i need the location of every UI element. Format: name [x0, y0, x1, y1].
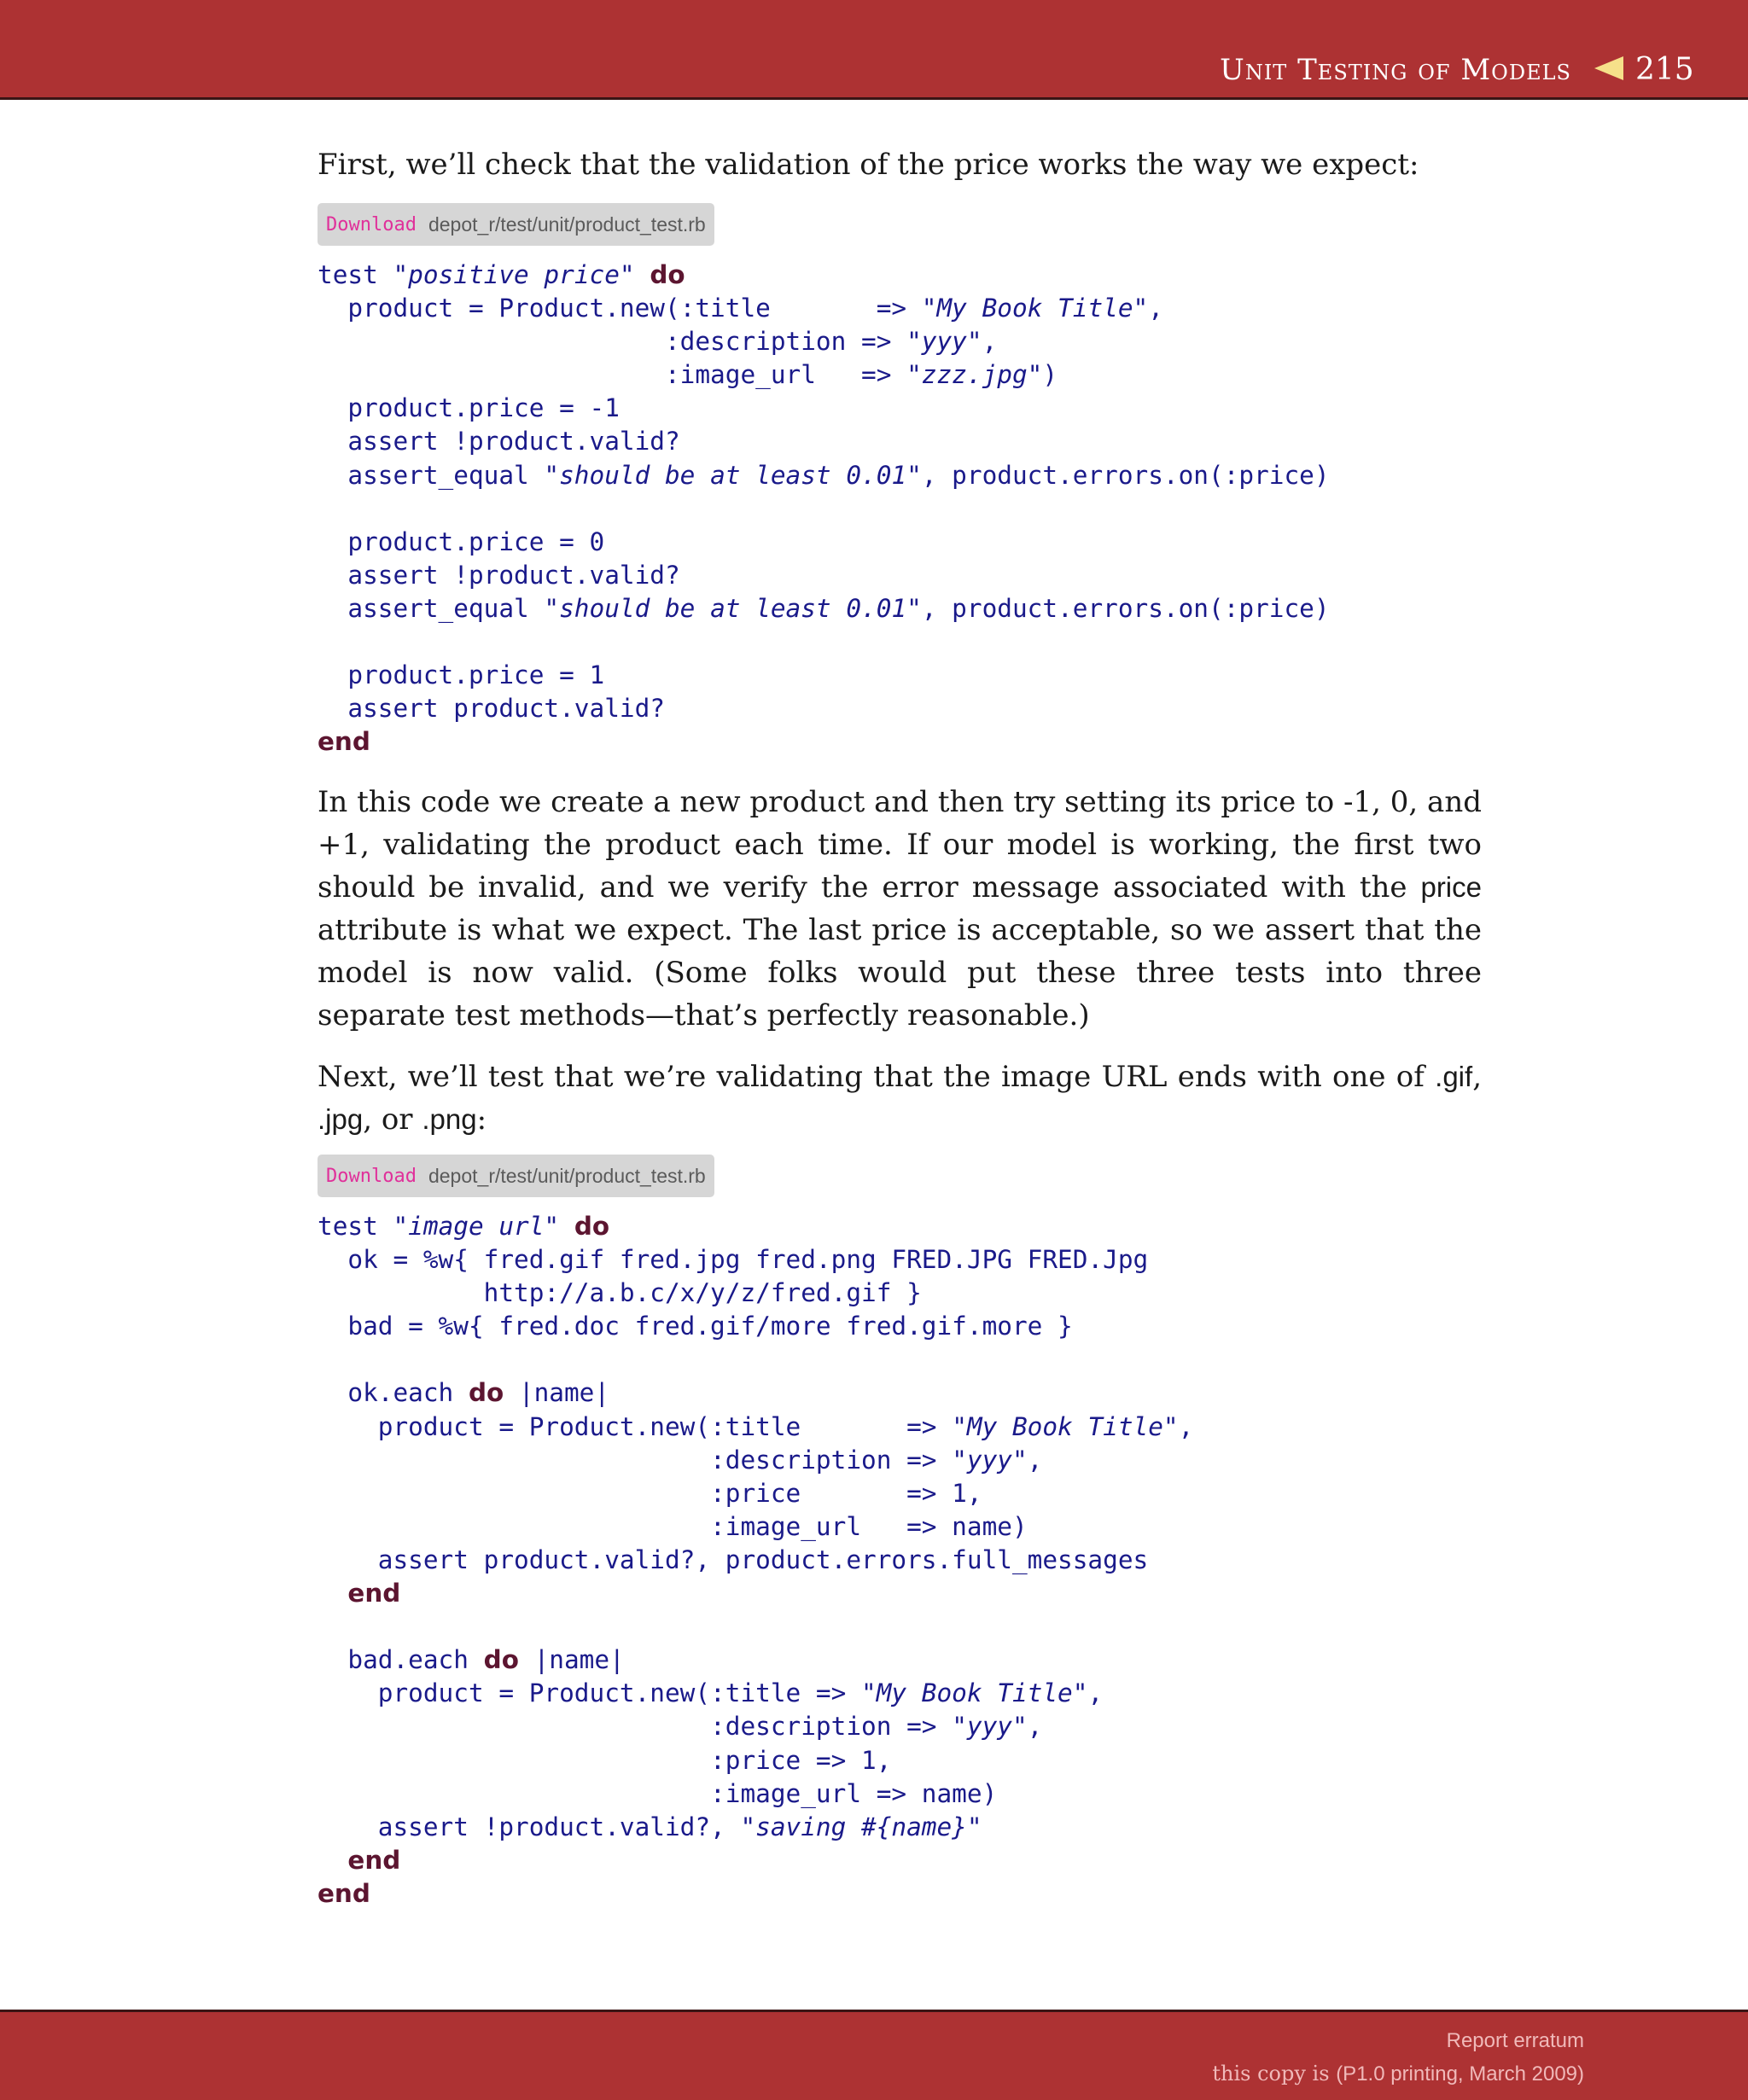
download-bar[interactable]: [318, 1155, 714, 1197]
download-path[interactable]: depot_r/test/unit/product_test.rb: [428, 1164, 706, 1187]
download-label[interactable]: Download: [326, 1165, 417, 1187]
page-number: 215: [1635, 52, 1694, 87]
page-header: [0, 0, 1748, 100]
page-footer: [0, 2010, 1748, 2100]
code-listing-positive-price: test "positive price" do product = Product.new(:title => "My Book Title", :description => "yyy", :image_url => "zzz.jpg") product.price = -1 assert !product.valid? assert_equal "should be at least 0.01", product.errors.on(:price) product.price = 0 assert !product.valid? assert_equal "should be at least 0.01", product.errors.on(:price) product.price = 1 assert product.valid? end: [318, 260, 1330, 757]
download-bar[interactable]: [318, 203, 714, 246]
report-erratum-link[interactable]: Report erratum: [1446, 2029, 1584, 2052]
code-listing-image-url: test "image url" do ok = %w{ fred.gif fred.jpg fred.png FRED.JPG FRED.Jpg http://a.b.c/x/y/z/fred.gif } bad = %w{ fred.doc fred.gif/more fred.gif.more } ok.each do |name| product = Product.new(:title => "My Book Title", :description => "yyy", :price => 1, :image_url => name) assert product.valid?, product.errors.full_messages end bad.each do |name| product = Product.new(:title => "My Book Title", :description => "yyy", :price => 1, :image_url => name) assert !product.valid?, "saving #{name}" end end: [318, 1212, 1194, 1908]
download-path[interactable]: depot_r/test/unit/product_test.rb: [428, 212, 706, 236]
explanation-paragraph: In this code we create a new product and then try setting its price to -1, 0, and +1, validating the product each time. If our model is working, the first two should be invalid, and we verify the error message associated with the price attribute is what we expect. The last price is acceptable, so we assert that the model is now valid. (Some folks would put these three tests into three separate test methods—that’s perfectly reasonable.): [318, 785, 1482, 1033]
intro-paragraph: First, we’ll check that the validation of the price works the way we expect:: [318, 148, 1419, 182]
triangle-left-icon: [1594, 56, 1623, 80]
copy-info: this copy is (P1.0 printing, March 2009): [1212, 2062, 1584, 2085]
next-paragraph: Next, we’ll test that we’re validating that the image URL ends with one of .gif, .jpg, or .png:: [318, 1060, 1482, 1137]
download-label[interactable]: Download: [326, 213, 417, 236]
section-title: Unit Testing of Models: [1220, 53, 1571, 87]
